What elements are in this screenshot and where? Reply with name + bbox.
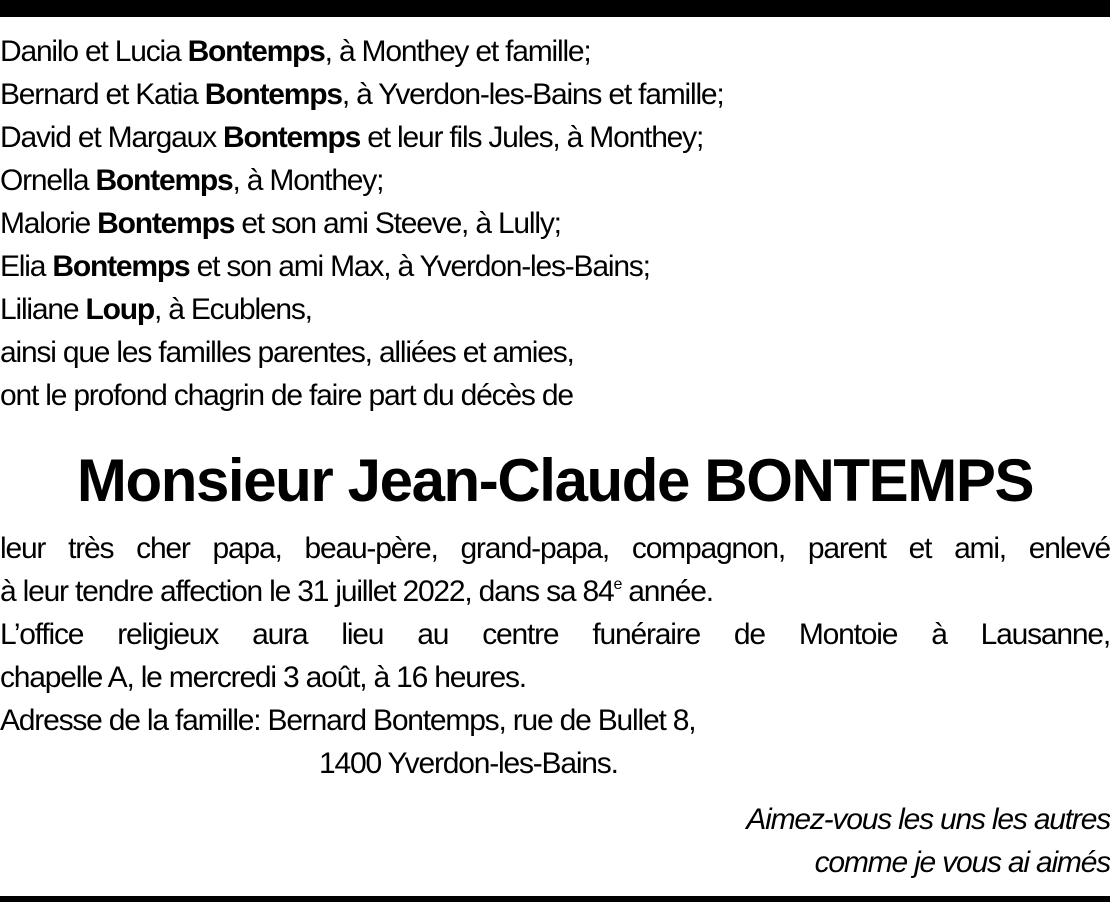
top-rule — [0, 0, 1110, 17]
closing-quote — [746, 798, 1110, 884]
ceremony-line: chapelle A, le mercredi 3 août, à 16 heures. — [0, 661, 526, 694]
family-line: ainsi que les familles parentes, alliées et amies, — [0, 336, 574, 369]
obituary-body — [0, 30, 1110, 785]
closing-line: comme je vous ai aimés — [814, 846, 1110, 879]
family-list — [0, 30, 1110, 417]
surname: Bontemps — [204, 78, 342, 111]
surname: Bontemps — [97, 207, 235, 240]
family-line: David et Margaux Bontemps et leur fils Jules, à Monthey; — [0, 121, 704, 154]
description-line: à leur tendre affection le 31 juillet 2022, dans sa 84e année. — [0, 575, 713, 608]
ordinal-superscript: e — [613, 576, 622, 593]
bottom-rule — [0, 896, 1110, 902]
family-line: Bernard et Katia Bontemps, à Yverdon-les-Bains et famille; — [0, 78, 724, 111]
family-line: Elia Bontemps et son ami Max, à Yverdon-les-Bains; — [0, 250, 650, 283]
surname: Bontemps — [95, 164, 233, 197]
surname: Bontemps — [187, 35, 325, 68]
family-line: Ornella Bontemps, à Monthey; — [0, 164, 384, 197]
surname: Loup — [85, 293, 154, 326]
ceremony-paragraph — [0, 613, 1110, 699]
closing-line: Aimez-vous les uns les autres — [746, 803, 1110, 836]
family-line: Danilo et Lucia Bontemps, à Monthey et famille; — [0, 35, 591, 68]
surname: Bontemps — [52, 250, 190, 283]
ceremony-line: L’office religieux aura lieu au centre funéraire de Montoie à Lausanne, — [0, 618, 1110, 651]
address-line: Adresse de la famille: Bernard Bontemps, rue de Bullet 8, — [0, 704, 696, 737]
family-line: ont le profond chagrin de faire part du décès de — [0, 379, 573, 412]
address-line: 1400 Yverdon-les-Bains. — [319, 747, 618, 780]
deceased-name: Monsieur Jean-Claude BONTEMPS — [76, 447, 1034, 514]
family-address — [0, 699, 1110, 785]
family-line: Liliane Loup, à Ecublens, — [0, 293, 312, 326]
address-label: Adresse de la famille: — [0, 704, 268, 737]
surname: Bontemps — [223, 121, 361, 154]
description-line: leur très cher papa, beau-père, grand-papa, compagnon, parent et ami, enlevé — [0, 532, 1110, 565]
family-line: Malorie Bontemps et son ami Steeve, à Lully; — [0, 207, 561, 240]
description-paragraph — [0, 527, 1110, 613]
